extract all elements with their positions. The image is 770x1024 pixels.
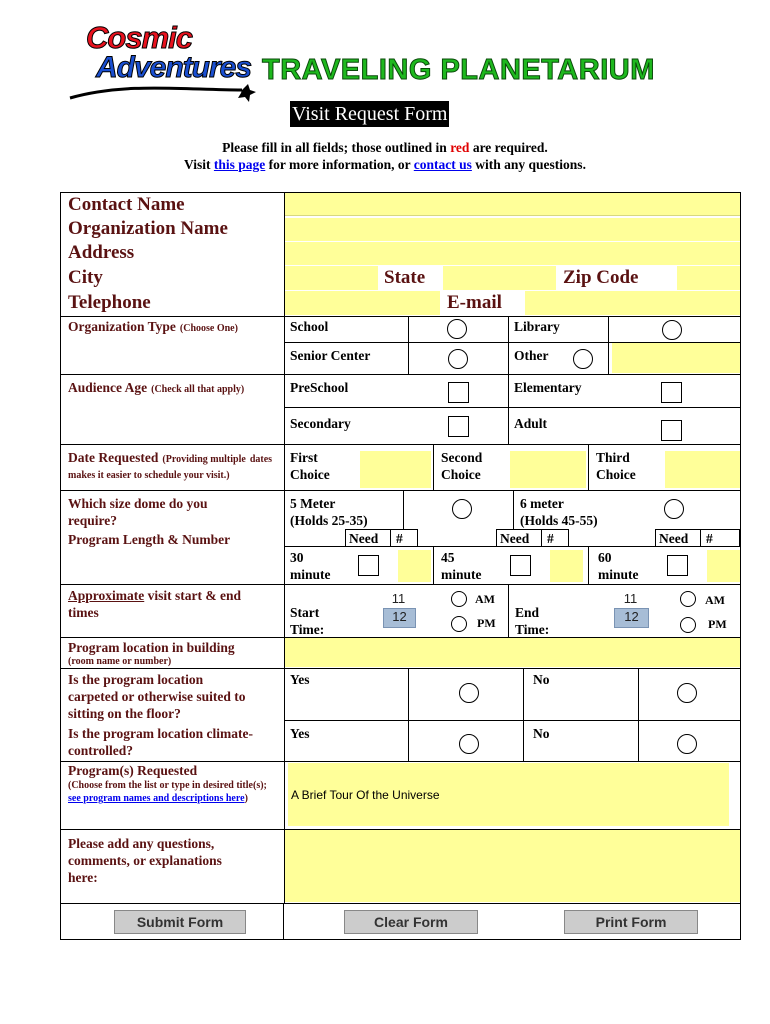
end-hour-option-11[interactable]: 11	[614, 591, 647, 607]
carpeted-no-radio[interactable]	[677, 683, 697, 703]
logo	[66, 20, 256, 102]
start-hour-option-11[interactable]: 11	[383, 591, 414, 607]
audience-adult-checkbox[interactable]	[661, 420, 682, 441]
org-type-school-label: School	[290, 319, 329, 334]
length-45-number-field[interactable]	[550, 550, 583, 582]
required-color-word: red	[450, 140, 470, 155]
visit-times-label: Approximate visit start & end times	[68, 588, 241, 620]
telephone-label: Telephone	[68, 292, 151, 313]
climate-no-label: No	[533, 726, 550, 741]
audience-secondary-label: Secondary	[290, 416, 351, 431]
contact-name-label: Contact Name	[68, 194, 185, 215]
organization-type-label: Organization Type (Choose One)	[68, 319, 238, 334]
info-page-link[interactable]: this page	[213, 157, 266, 172]
org-type-senior-label: Senior Center	[290, 348, 371, 363]
program-descriptions-link[interactable]: see program names and descriptions here	[68, 793, 245, 804]
hash-label-3: #	[706, 531, 713, 546]
logo-line2: Adventures	[96, 51, 252, 84]
telephone-field[interactable]	[285, 291, 440, 315]
carpeted-yes-label: Yes	[290, 672, 310, 687]
carpeted-question-label: Is the program location carpeted or otherwise suited to sitting on the floor?	[68, 672, 246, 721]
start-pm-label: PM	[477, 616, 496, 630]
dome-6-meter-radio[interactable]	[664, 499, 684, 519]
length-60-number-field[interactable]	[707, 550, 740, 582]
city-field[interactable]	[285, 266, 378, 290]
program-location-field[interactable]	[285, 638, 740, 667]
end-hour-option-12[interactable]: 12	[614, 608, 649, 628]
address-field[interactable]	[285, 242, 740, 265]
org-type-other-radio[interactable]	[573, 349, 593, 369]
audience-elementary-label: Elementary	[514, 380, 582, 395]
need-label-3: Need	[659, 531, 689, 546]
start-time-label: Start Time:	[290, 605, 325, 637]
org-type-school-radio[interactable]	[447, 319, 467, 339]
state-label: State	[384, 267, 426, 288]
need-label-1: Need	[349, 531, 379, 546]
programs-requested-value: A Brief Tour Of the Universe	[291, 788, 440, 802]
audience-secondary-checkbox[interactable]	[448, 416, 469, 437]
program-length-label: Program Length & Number	[68, 532, 231, 547]
contact-us-link[interactable]: contact us	[413, 157, 472, 172]
third-choice-label: Third Choice	[596, 450, 636, 482]
email-label: E-mail	[447, 292, 502, 313]
form-title: Visit Request Form	[292, 103, 448, 125]
logo-line1: Cosmic	[86, 20, 192, 55]
org-type-library-radio[interactable]	[662, 320, 682, 340]
dome-5-meter-radio[interactable]	[452, 499, 472, 519]
clear-form-button[interactable]: Clear Form	[344, 910, 478, 934]
first-choice-label: First Choice	[290, 450, 330, 482]
audience-preschool-label: PreSchool	[290, 380, 349, 395]
end-am-radio[interactable]	[680, 591, 696, 607]
climate-question-label: Is the program location climate- controlled?	[68, 726, 253, 758]
end-pm-radio[interactable]	[680, 617, 696, 633]
carpeted-no-label: No	[533, 672, 550, 687]
length-60-label: 60 minute	[598, 550, 639, 582]
end-time-label: End Time:	[515, 605, 550, 637]
questions-field[interactable]	[285, 830, 740, 902]
length-30-number-field[interactable]	[398, 550, 431, 582]
page-title: TRAVELING PLANETARIUM	[262, 54, 655, 86]
audience-adult-label: Adult	[514, 416, 548, 431]
address-label: Address	[68, 242, 135, 263]
dome-size-label: Which size dome do you require?	[68, 496, 208, 528]
length-30-checkbox[interactable]	[358, 555, 379, 576]
length-45-label: 45 minute	[441, 550, 482, 582]
organization-name-label: Organization Name	[68, 218, 228, 239]
date-requested-label: Date Requested (Providing multiple dates makes it easier to schedule your visit.)	[68, 450, 273, 481]
carpeted-yes-radio[interactable]	[459, 683, 479, 703]
org-type-senior-radio[interactable]	[448, 349, 468, 369]
length-60-checkbox[interactable]	[667, 555, 688, 576]
start-hour-option-12[interactable]: 12	[383, 608, 416, 628]
need-label-2: Need	[500, 531, 530, 546]
second-choice-field[interactable]	[510, 451, 586, 488]
audience-elementary-checkbox[interactable]	[661, 382, 682, 403]
org-type-other-label: Other	[514, 348, 549, 363]
audience-age-label: Audience Age (Check all that apply)	[68, 380, 245, 395]
start-am-radio[interactable]	[451, 591, 467, 607]
org-type-library-label: Library	[514, 319, 560, 334]
intro-line-1: Please fill in all fields; those outlined in red are required.	[222, 140, 548, 155]
programs-requested-label: Program(s) Requested (Choose from the list or type in desired title(s); see program names and descriptions here)	[68, 763, 267, 804]
submit-form-button[interactable]: Submit Form	[114, 910, 246, 934]
length-30-label: 30 minute	[290, 550, 331, 582]
questions-label: Please add any questions, comments, or explanations here:	[68, 836, 222, 885]
dome-5-meter-label: 5 Meter (Holds 25-35)	[290, 496, 368, 528]
program-location-label: Program location in building (room name or number)	[68, 640, 235, 667]
city-label: City	[68, 267, 103, 288]
state-field[interactable]	[443, 266, 556, 290]
zip-code-label: Zip Code	[563, 267, 639, 288]
climate-yes-label: Yes	[290, 726, 310, 741]
start-pm-radio[interactable]	[451, 616, 467, 632]
second-choice-label: Second Choice	[441, 450, 483, 482]
intro-line-2: Visit this page for more information, or contact us with any questions.	[184, 157, 586, 172]
length-45-checkbox[interactable]	[510, 555, 531, 576]
climate-no-radio[interactable]	[677, 734, 697, 754]
print-form-button[interactable]: Print Form	[564, 910, 698, 934]
dome-6-meter-label: 6 meter (Holds 45-55)	[520, 496, 598, 528]
audience-preschool-checkbox[interactable]	[448, 382, 469, 403]
climate-yes-radio[interactable]	[459, 734, 479, 754]
end-pm-label: PM	[708, 617, 727, 631]
zip-code-field[interactable]	[677, 266, 740, 290]
hash-label-2: #	[547, 531, 554, 546]
email-field[interactable]	[525, 291, 740, 315]
approximate-link[interactable]: Approximate	[68, 588, 145, 603]
third-choice-field[interactable]	[665, 451, 740, 488]
first-choice-field[interactable]	[360, 451, 431, 488]
contact-name-field[interactable]	[285, 193, 740, 216]
end-am-label: AM	[705, 593, 725, 607]
org-type-other-field[interactable]	[612, 343, 740, 373]
start-am-label: AM	[475, 592, 495, 606]
hash-label-1: #	[396, 531, 403, 546]
organization-name-field[interactable]	[285, 218, 740, 241]
